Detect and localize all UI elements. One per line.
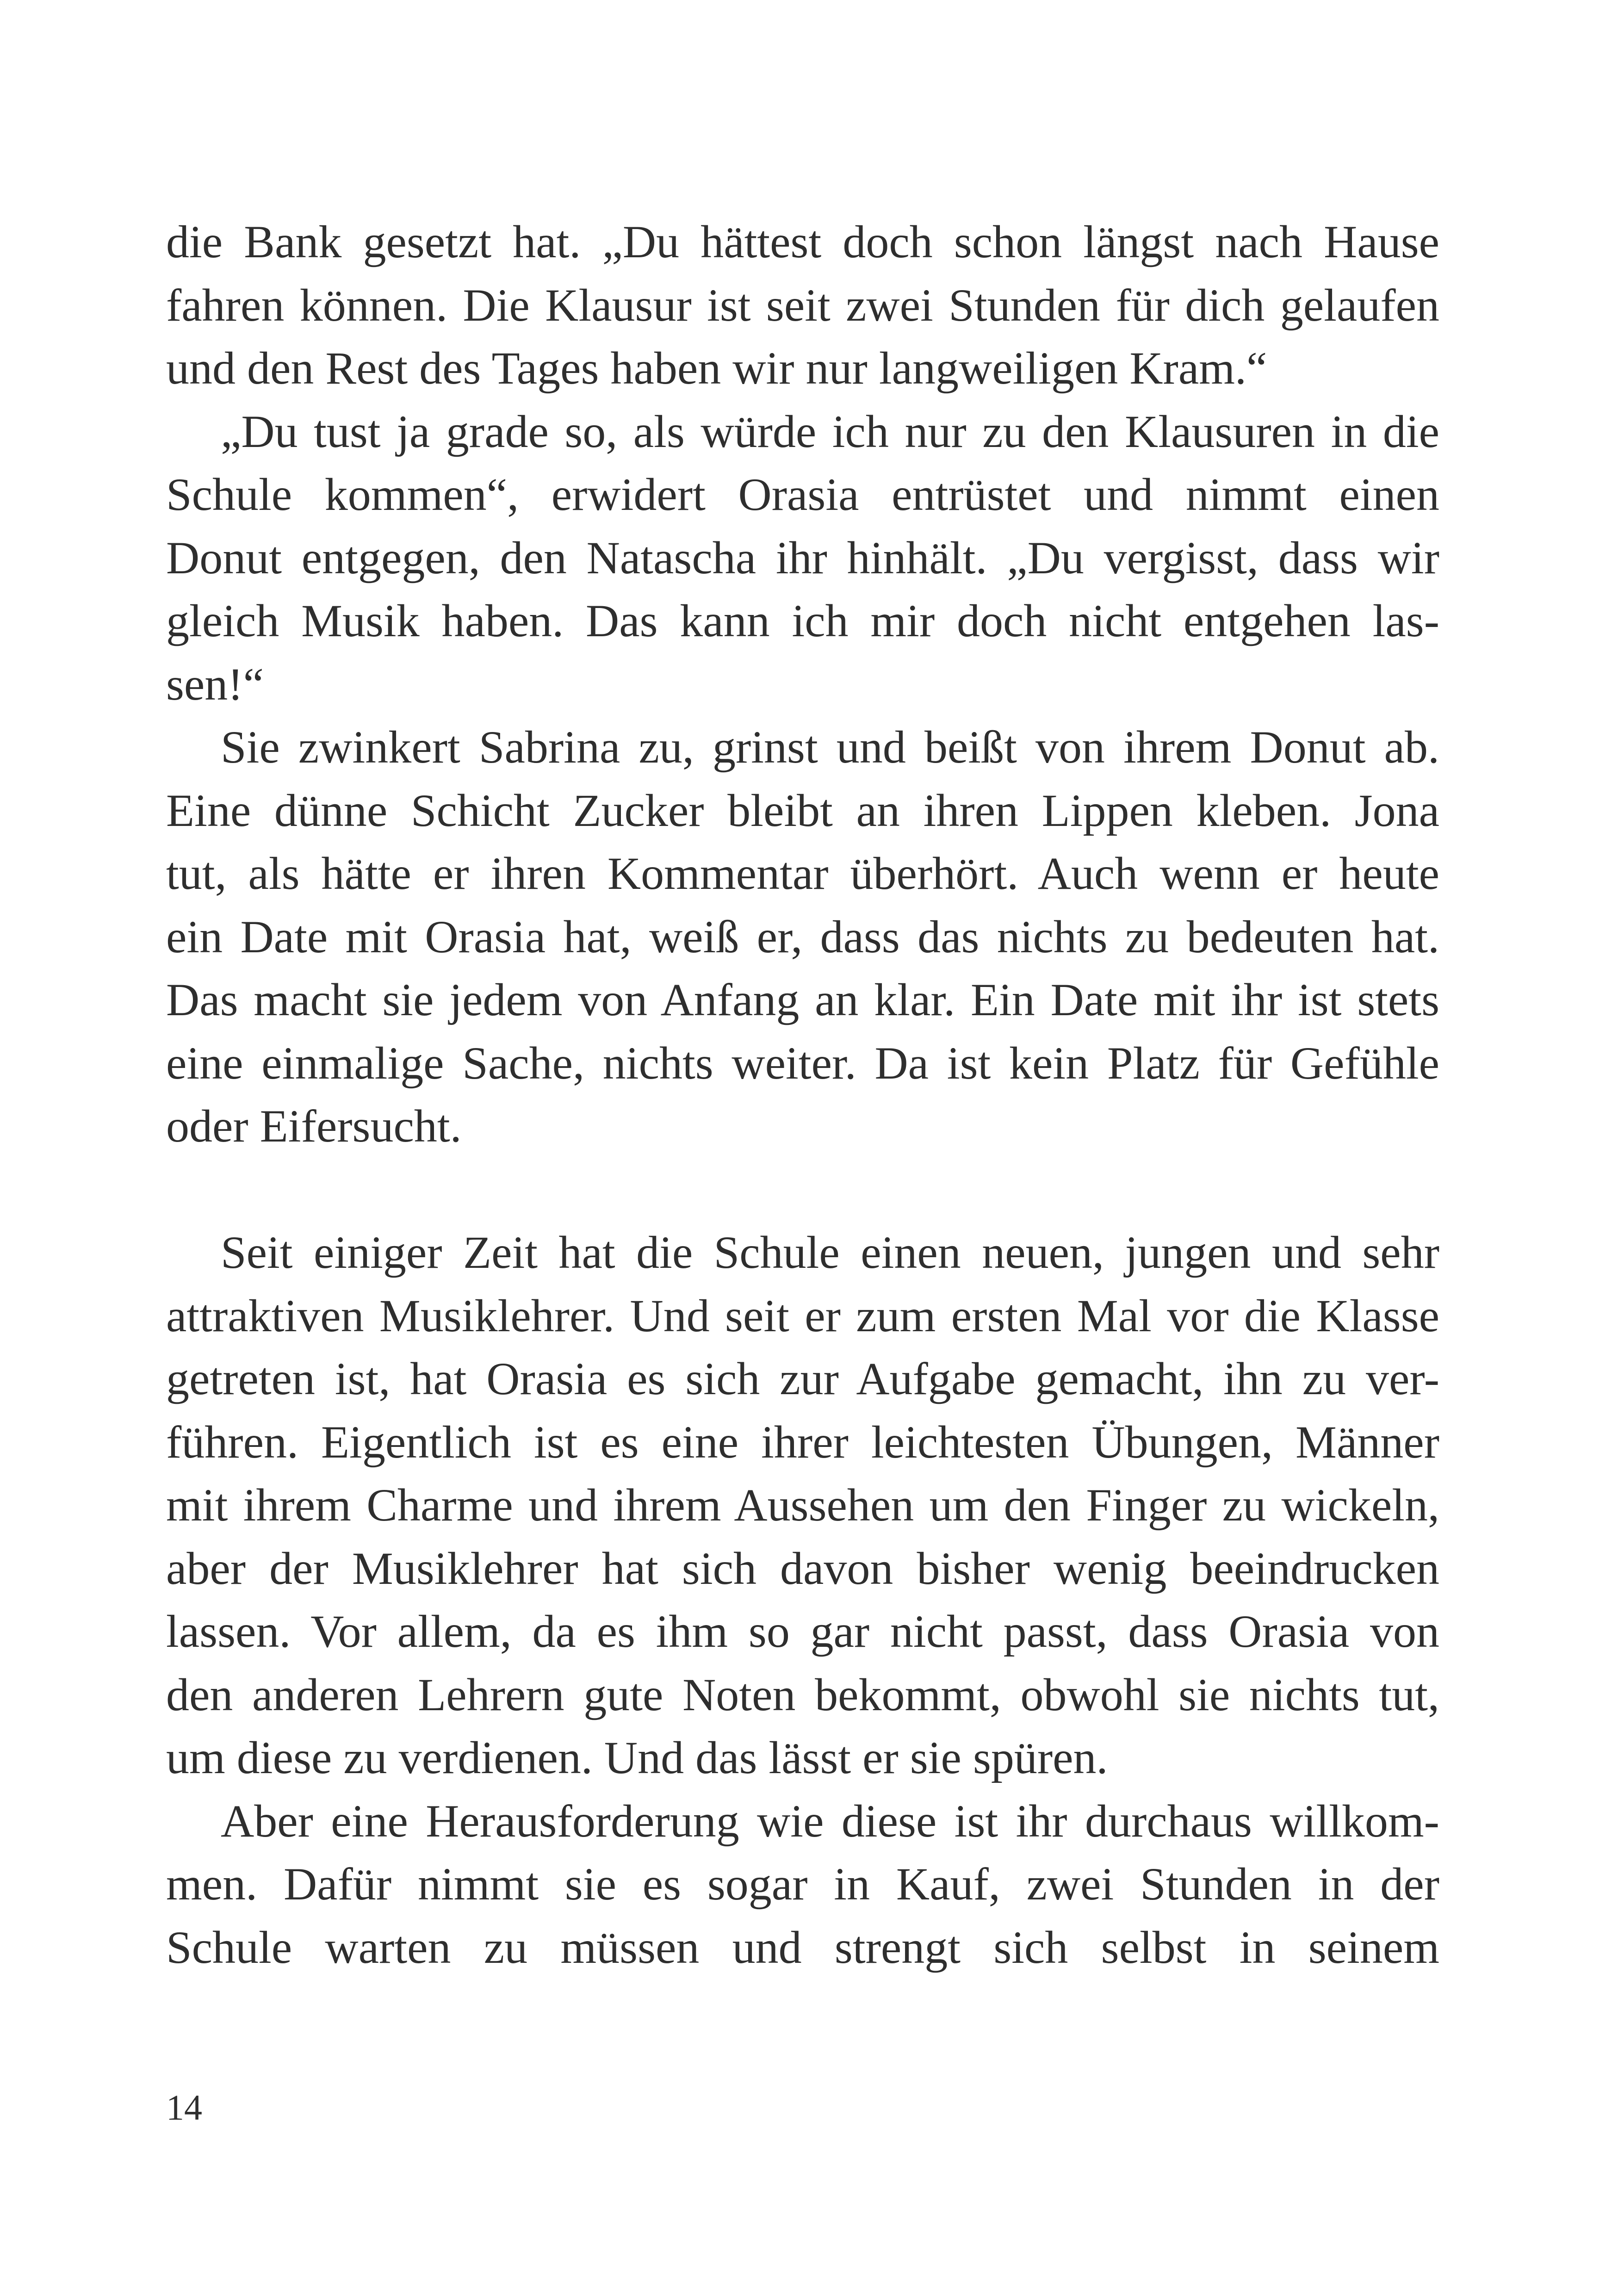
text-line: oder Eifersucht. [166, 1100, 462, 1152]
page-number: 14 [166, 2087, 202, 2128]
text-line: Donut entgegen, den Natascha ihr hinhält. „Du vergisst, dass wir [166, 532, 1439, 583]
paragraph-4 [166, 1221, 1439, 1790]
text-line: Sie zwinkert Sabrina zu, grinst und beißt von ihrem Donut ab. [221, 721, 1439, 773]
text-line: und den Rest des Tages haben wir nur langweiligen Kram.“ [166, 342, 1267, 394]
section-break [166, 1158, 1439, 1222]
text-line: Schule kommen“, erwidert Orasia entrüstet und nimmt einen [166, 469, 1439, 520]
text-line: Seit einiger Zeit hat die Schule einen neuen, jungen und sehr [221, 1227, 1439, 1278]
text-line: ein Date mit Orasia hat, weiß er, dass das nichts zu bedeuten hat. [166, 911, 1439, 962]
text-line: die Bank gesetzt hat. „Du hättest doch schon längst nach Hause [166, 216, 1439, 267]
text-line: um diese zu verdienen. Und das lässt er sie spüren. [166, 1732, 1108, 1783]
text-line: den anderen Lehrern gute Noten bekommt, obwohl sie nichts tut, [166, 1669, 1439, 1720]
text-line: mit ihrem Charme und ihrem Aussehen um den Finger zu wickeln, [166, 1479, 1439, 1531]
text-line: getreten ist, hat Orasia es sich zur Aufgabe gemacht, ihn zu ver- [166, 1353, 1439, 1404]
text-line: fahren können. Die Klausur ist seit zwei Stunden für dich gelaufen [166, 279, 1439, 331]
text-line: attraktiven Musiklehrer. Und seit er zum ersten Mal vor die Klasse [166, 1290, 1439, 1341]
text-line: Das macht sie jedem von Anfang an klar. Ein Date mit ihr ist stets [166, 974, 1439, 1025]
text-line: führen. Eigentlich ist es eine ihrer leichtesten Übungen, Männer [166, 1416, 1439, 1468]
paragraph-2 [166, 400, 1439, 716]
text-line: lassen. Vor allem, da es ihm so gar nicht passt, dass Orasia von [166, 1606, 1439, 1657]
text-line: „Du tust ja grade so, als würde ich nur zu den Klausuren in die [221, 405, 1439, 457]
text-line: Aber eine Herausforderung wie diese ist ihr durchaus willkom- [221, 1795, 1439, 1847]
text-line: men. Dafür nimmt sie es sogar in Kauf, zwei Stunden in der [166, 1858, 1439, 1910]
paragraph-5 [166, 1790, 1439, 1980]
text-line: eine einmalige Sache, nichts weiter. Da ist kein Platz für Gefühle [166, 1037, 1439, 1089]
text-line: tut, als hätte er ihren Kommentar überhört. Auch wenn er heute [166, 848, 1439, 899]
text-line: Schule warten zu müssen und strengt sich selbst in seinem [166, 1921, 1439, 1973]
text-line: Eine dünne Schicht Zucker bleibt an ihren Lippen kleben. Jona [166, 784, 1439, 836]
body-text [166, 211, 1439, 1979]
text-line: gleich Musik haben. Das kann ich mir doch nicht entgehen las- [166, 595, 1439, 646]
text-line: aber der Musiklehrer hat sich davon bisher wenig beeindrucken [166, 1542, 1439, 1594]
paragraph-3 [166, 716, 1439, 1158]
text-line: sen!“ [166, 658, 264, 710]
paragraph-1 [166, 211, 1439, 400]
